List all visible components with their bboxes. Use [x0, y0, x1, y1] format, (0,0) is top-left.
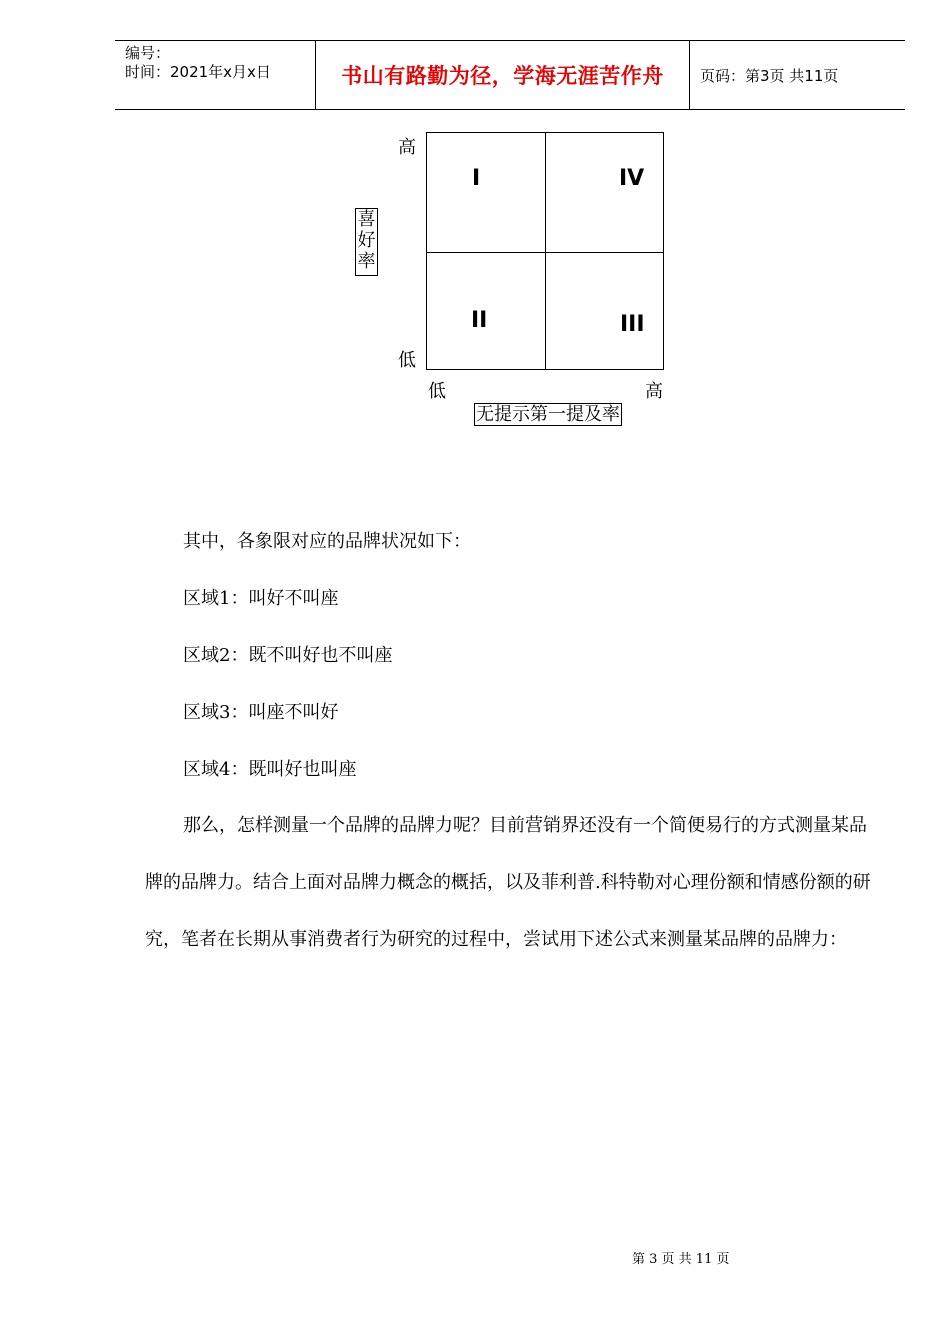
- y-axis-low-label: 低: [398, 350, 416, 371]
- area-item-3: 区域3：叫座不叫好: [183, 702, 339, 723]
- y-axis-title-char: 好: [357, 230, 376, 251]
- page-footer: 第 3 页 共 11 页: [632, 1252, 730, 1267]
- quadrant-diagram: [0, 0, 950, 450]
- y-axis-title-char: 率: [357, 251, 376, 272]
- quadrant-label-top-left: I: [472, 166, 481, 191]
- area-item-2: 区域2：既不叫好也不叫座: [183, 645, 393, 666]
- quadrant-label-top-right: IV: [619, 166, 645, 191]
- motto-text: 书山有路勤为径，学海无涯苦作舟: [341, 63, 664, 88]
- quadrant-label-bottom-right: III: [620, 312, 645, 337]
- y-axis-title-char: 喜: [357, 209, 376, 230]
- x-axis-high-label: 高: [645, 381, 663, 402]
- area-item-4: 区域4：既叫好也叫座: [183, 759, 357, 780]
- body-paragraph: 那么，怎样测量一个品牌的品牌力呢？目前营销界还没有一个简便易行的方式测量某品牌的品牌力。结合上面对品牌力概念的概括，以及菲利普.科特勒对心理份额和情感份额的研究，笔者在长期从事消费者行为研究的过程中，尝试用下述公式来测量某品牌的品牌力：: [145, 815, 871, 950]
- page-label: 页码：第3页 共11页: [700, 66, 839, 85]
- area-item-1: 区域1：叫好不叫座: [183, 588, 339, 609]
- y-axis-high-label: 高: [398, 137, 416, 158]
- x-axis-title: 无提示第一提及率: [476, 404, 620, 425]
- number-label: 编号：: [125, 44, 171, 62]
- horizontal-divider: [426, 252, 664, 253]
- quadrant-label-bottom-left: II: [471, 308, 488, 333]
- x-axis-low-label: 低: [428, 381, 446, 402]
- vertical-divider: [545, 132, 546, 370]
- intro-text: 其中，各象限对应的品牌状况如下：: [183, 531, 471, 552]
- time-label: 时间：2021年x月x日: [125, 63, 271, 81]
- y-axis-title: [355, 208, 378, 276]
